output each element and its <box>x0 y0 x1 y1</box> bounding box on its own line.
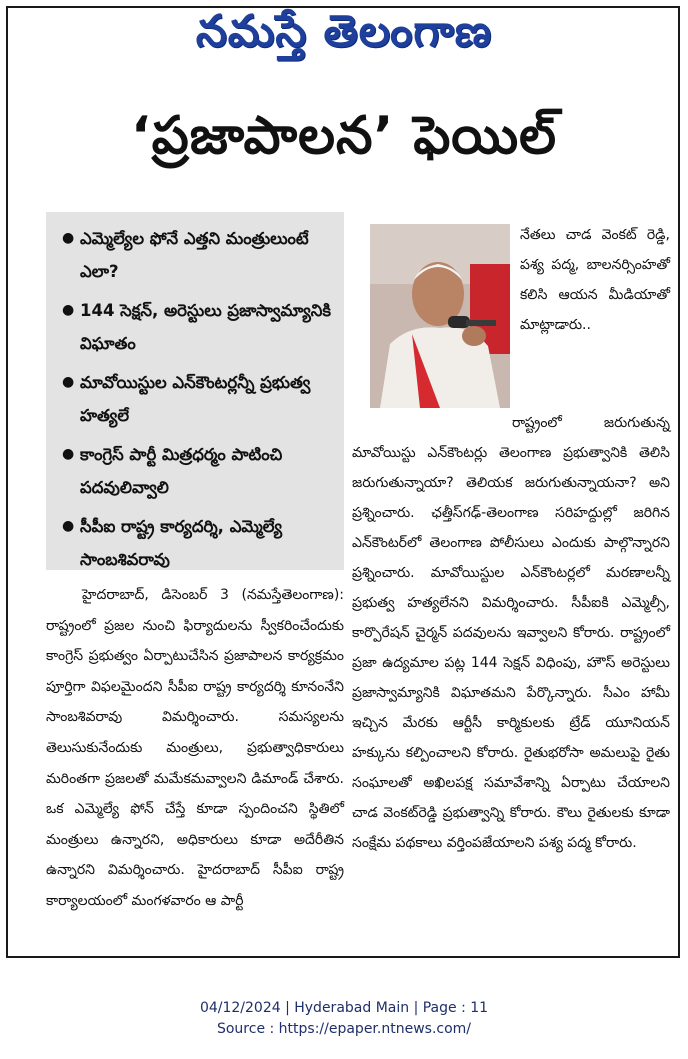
highlight-item: ● మావోయిస్టుల ఎన్‌కౌంటర్లన్నీ ప్రభుత్వ హత్యలే <box>62 366 338 432</box>
footer-edition-info: 04/12/2024 | Hyderabad Main | Page : 11 <box>199 1000 489 1016</box>
speaker-photo <box>370 224 510 408</box>
page-footer <box>0 998 688 1040</box>
highlight-item: ● ఎమ్మెల్యేల ఫోనే ఎత్తని మంత్రులుంటే ఎలా? <box>62 222 338 288</box>
bullet-icon: ● <box>62 518 75 534</box>
photo-caption: నేతలు చాడ వెంకట్ రెడ్డి, పశ్య పద్మ, బాలనర్సింహతో కలిసి ఆయన మీడియాతో మాట్లాడారు.. <box>520 227 670 333</box>
bullet-icon: ● <box>62 302 75 318</box>
highlight-item: ● సీపీఐ రాష్ట్ర కార్యదర్శి, ఎమ్మెల్యే సాంబశివరావు <box>62 510 338 576</box>
bullet-icon: ● <box>62 374 75 390</box>
article-body-right <box>352 408 670 858</box>
body-left-text: హైదరాబాద్, డిసెంబర్ 3 (నమస్తేతెలంగాణ): రాష్ట్రంలో ప్రజల నుంచి ఫిర్యాదులను స్వీకరించేందుకు కాంగ్రెస్ ప్రభుత్వం ఏర్పాటుచేసిన ప్రజాపాలన కార్యక్రమం పూర్తిగా విఫలమైందని సీపీఐ రాష్ట్ర కార్యదర్శి కూనంనేని సాంబశివరావు విమర్శించారు. సమస్యలను తెలుసుకునేందుకు మంత్రులు, ప్రభుత్వాధికారులు మరింతగా ప్రజలతో మమేకమవ్వాలని డిమాండ్ చేశారు. ఒక ఎమ్మెల్యే ఫోన్ చేస్తే కూడా స్పందించని స్థితిలో మంత్రులు ఉన్నారని, అధికారులు కూడా అదేరీతిన ఉన్నారని విమర్శించారు. హైదరాబాద్ సీపీఐ రాష్ట్ర కార్యాలయంలో మంగళవారం ఆ పార్టీ <box>46 587 344 909</box>
footer-source: Source : https://epaper.ntnews.com/ <box>216 1021 472 1037</box>
highlights-box <box>46 212 344 570</box>
bullet-icon: ● <box>62 446 75 462</box>
speaker-photo-image <box>370 224 510 408</box>
highlight-item: ● కాంగ్రెస్ పార్టీ మిత్రధర్మం పాటించి పదవులివ్వాలి <box>62 438 338 504</box>
highlight-item: ● 144 సెక్షన్, అరెస్టులు ప్రజాస్వామ్యానికి విఘాతం <box>62 294 338 360</box>
newspaper-masthead: నమస్తే తెలంగాణ <box>195 6 493 57</box>
article-headline: ‘ప్రజాపాలన’ ఫెయిల్ <box>130 106 558 166</box>
bullet-icon: ● <box>62 230 75 246</box>
article-body-left <box>46 580 344 917</box>
body-right-text: రాష్ట్రంలో జరుగుతున్న మావోయిస్టు ఎన్‌కౌంటర్లు తెలంగాణ ప్రభుత్వానికి తెలిసి జరుగుతున్నాయా? తెలియక జరుగుతున్నాయనా? అని ప్రశ్నించారు. ఛత్తీస్‌గఢ్-తెలంగాణ సరిహద్దుల్లో జరిగిన ఎన్‌కౌంటర్‌లో తెలంగాణ పోలీసులు ఎందుకు పాల్గొన్నారని ప్రశ్నించారు. మావోయిస్టుల ఎన్‌కౌంటర్లలో మరణాలన్నీ ప్రభుత్వ హత్యలేనని విమర్శించారు. సీపీఐకి ఎమ్మెల్సీ, కార్పొరేషన్ చైర్మన్ పదవులను ఇవ్వాలని కోరారు. రాష్ట్రంలో ప్రజా ఉద్యమాల పట్ల 144 సెక్షన్ విధింపు, హౌస్ అరెస్టులు ప్రజాస్వామ్యానికి విఘాతమని పేర్కొన్నారు. సీఎం హామీ ఇచ్చిన మేరకు ఆర్టీసీ కార్మికులకు ట్రేడ్ యూనియన్ హక్కును కల్పించాలని కోరారు. రైతుభరోసా అమలుపై రైతు సంఘాలతో అఖిలపక్ష సమావేశాన్ని ఏర్పాటు చేయాలని చాడ వెంకట్‌రెడ్డి ప్రభుత్వాన్ని కోరారు. కౌలు రైతులకు కూడా సంక్షేమ పథకాలు వర్తింపజేయాలని పశ్య పద్మ కోరారు. <box>352 415 670 851</box>
